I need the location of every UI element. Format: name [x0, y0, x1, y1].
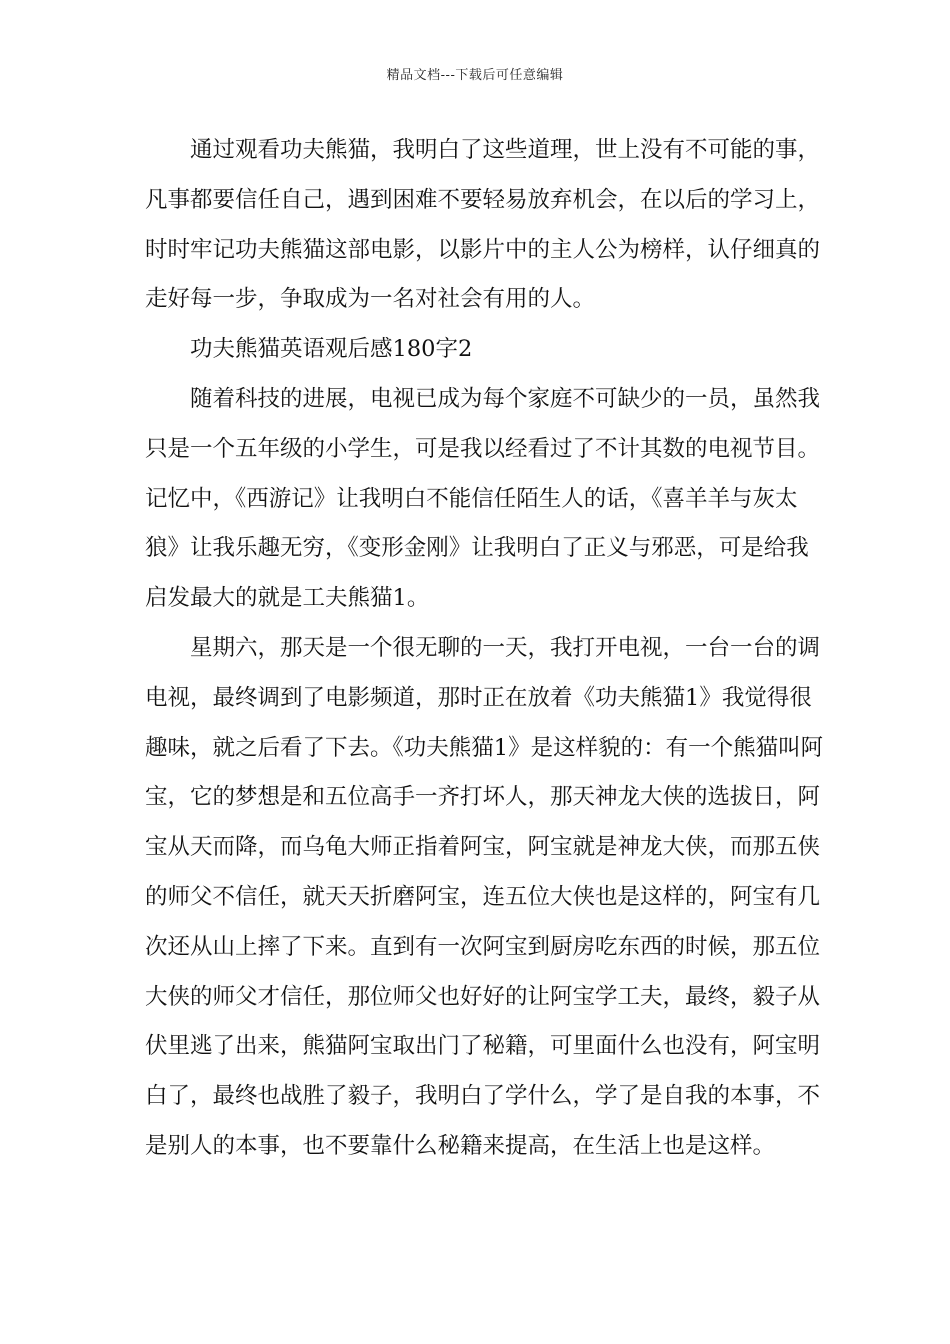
paragraph: 星期六，那天是一个很无聊的一天，我打开电视，一台一台的调电视，最终调到了电影频道，那时正在放着《功夫熊猫1》我觉得很趣味，就之后看了下去。《功夫熊猫1》是这样貌的：有一个熊猫叫阿宝，它的梦想是和五位高手一齐打坏人，那天神龙大侠的选拔日，阿宝从天而降，而乌龟大师正指着阿宝，阿宝就是神龙大侠，而那五侠的师父不信任，就天天折磨阿宝，连五位大侠也是这样的，阿宝有几次还从山上摔了下来。直到有一次阿宝到厨房吃东西的时候，那五位大侠的师父才信任，那位师父也好好的让阿宝学工夫，最终，毅子从伏里逃了出来，熊猫阿宝取出门了秘籍，可里面什么也没有，阿宝明白了，最终也战胜了毅子，我明白了学什么，学了是自我的本事，不是别人的本事，也不要靠什么秘籍来提高，在生活上也是这样。 [145, 634, 824, 1159]
document-body [145, 126, 825, 1172]
paragraph: 随着科技的进展，电视已成为每个家庭不可缺少的一员，虽然我只是一个五年级的小学生，可是我以经看过了不计其数的电视节目。记忆中，《西游记》让我明白不能信任陌生人的话，《喜羊羊与灰太狼》让我乐趣无穷，《变形金刚》让我明白了正义与邪恶，可是给我启发最大的就是工夫熊猫1。 [145, 385, 821, 612]
paragraph: 通过观看功夫熊猫，我明白了这些道理，世上没有不可能的事，凡事都要信任自己，遇到困难不要轻易放弃机会，在以后的学习上，时时牢记功夫熊猫这部电影，以影片中的主人公为榜样，认仔细真的走好每一步，争取成为一名对社会有用的人。 [145, 137, 821, 313]
section-heading: 功夫熊猫英语观后感180字2 [190, 336, 473, 363]
page-header: 精品文档---下载后可任意编辑 [386, 68, 564, 83]
